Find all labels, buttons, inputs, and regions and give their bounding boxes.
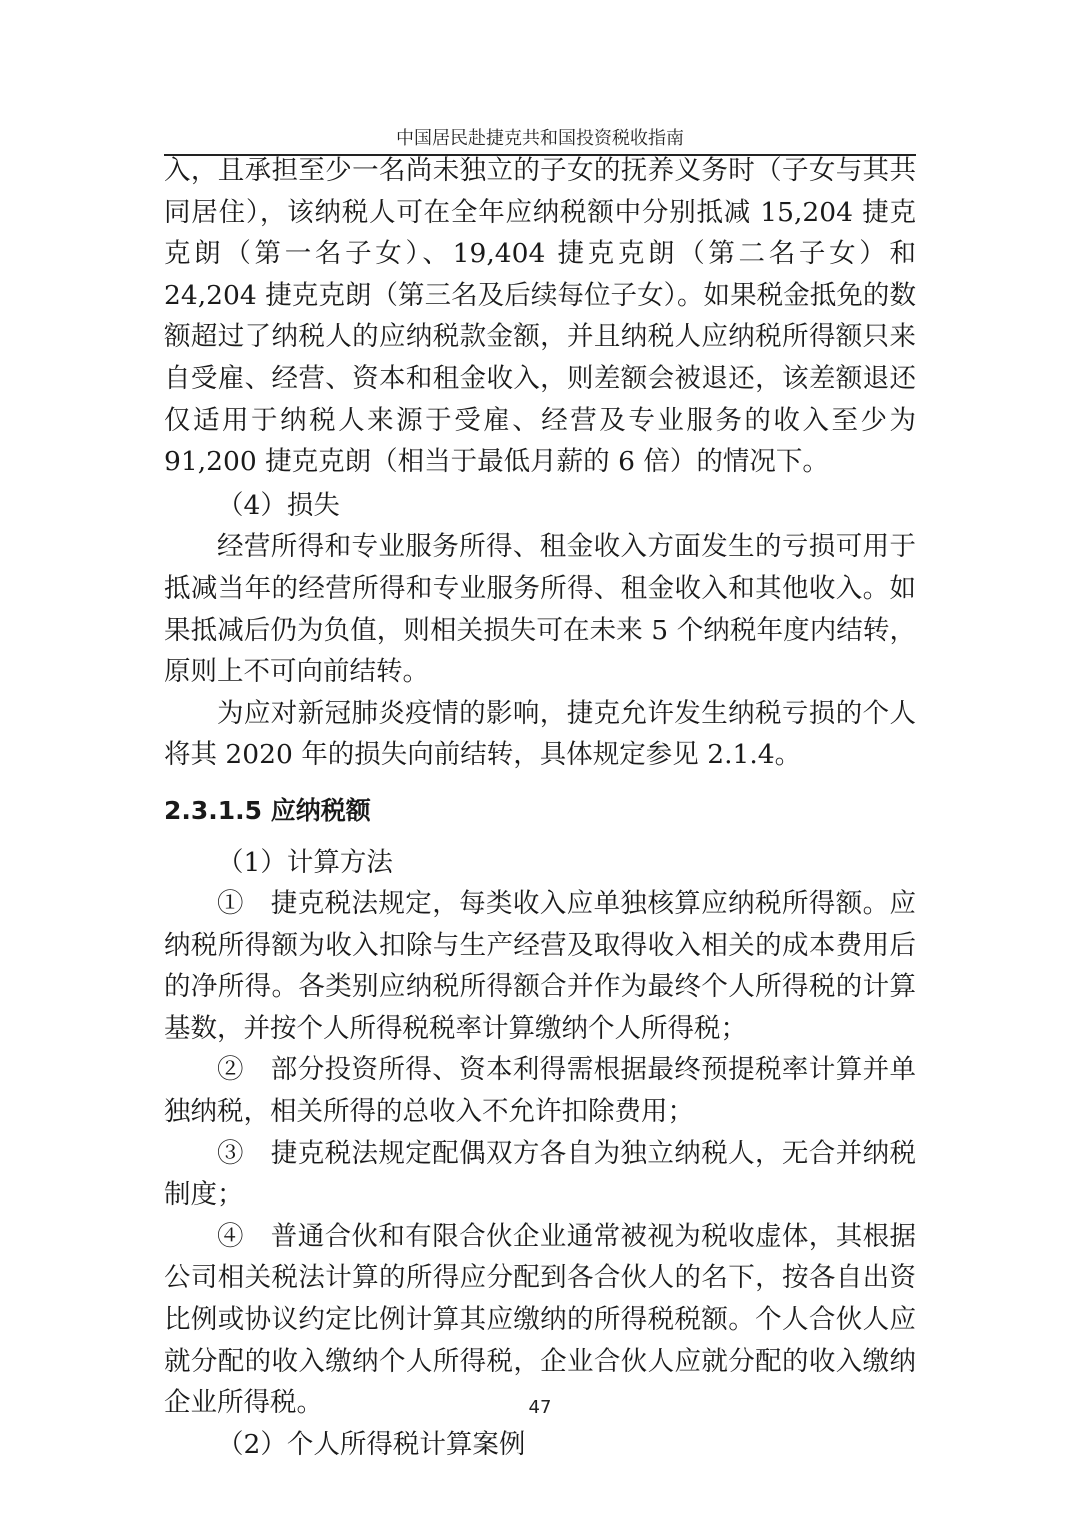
subheading-calculation-example: （2）个人所得税计算案例 [217, 1428, 526, 1460]
subheading-calculation-method: （1）计算方法 [217, 846, 393, 878]
paragraph-child-tax-credit: 入，且承担至少一名尚未独立的子女的抚养义务时（子女与其共同居住），该纳税人可在全年应纳税额中分别抵减 15,204 捷克克朗（第一名子女）、19,404 捷克克朗（第二名子女）和 24,204 捷克克朗（第三名及后续每位子女）。如果税金抵免的数额超过了纳税人的应纳税款金额，并且纳税人应纳税所得额只来自受雇、经营、资本和租金收入，则差额会被退还，该差额退还仅适用于纳税人来源于受雇、经营及专业服务的收入至少为 91,200 捷克克朗（相当于最低月薪的 6 倍）的情况下。 [164, 155, 916, 478]
page-number: 47 [528, 1397, 552, 1418]
list-item-3: ③ 捷克税法规定配偶双方各自为独立纳税人，无合并纳税制度； [164, 1137, 916, 1211]
list-item-1: ① 捷克税法规定，每类收入应单独核算应纳税所得额。应纳税所得额为收入扣除与生产经营及取得收入相关的成本费用后的净所得。各类别应纳税所得额合并作为最终个人所得税的计算基数，并按个人所得税税率计算缴纳个人所得税； [164, 888, 916, 1044]
paragraph-covid-carryback: 为应对新冠肺炎疫情的影响，捷克允许发生纳税亏损的个人将其 2020 年的损失向前结转，具体规定参见 2.1.4。 [164, 697, 916, 771]
paragraph-loss-carryforward: 经营所得和专业服务所得、租金收入方面发生的亏损可用于抵减当年的经营所得和专业服务所得、租金收入和其他收入。如果抵减后仍为负值，则相关损失可在未来 5 个纳税年度内结转，原则上不可向前结转。 [164, 531, 916, 688]
body-text [164, 150, 916, 1465]
section-heading-tax-payable: 2.3.1.5 应纳税额 [164, 795, 371, 825]
list-item-4: ④ 普通合伙和有限合伙企业通常被视为税收虚体，其根据公司相关税法计算的所得应分配到各合伙人的名下，按各自出资比例或协议约定比例计算其应缴纳的所得税税额。个人合伙人应就分配的收入缴纳个人所得税，企业合伙人应就分配的收入缴纳企业所得税。 [164, 1220, 916, 1419]
subheading-losses: （4）损失 [217, 489, 340, 521]
list-item-2: ② 部分投资所得、资本利得需根据最终预提税率计算并单独纳税，相关所得的总收入不允许扣除费用； [164, 1054, 916, 1128]
running-header: 中国居民赴捷克共和国投资税收指南 [396, 128, 684, 149]
